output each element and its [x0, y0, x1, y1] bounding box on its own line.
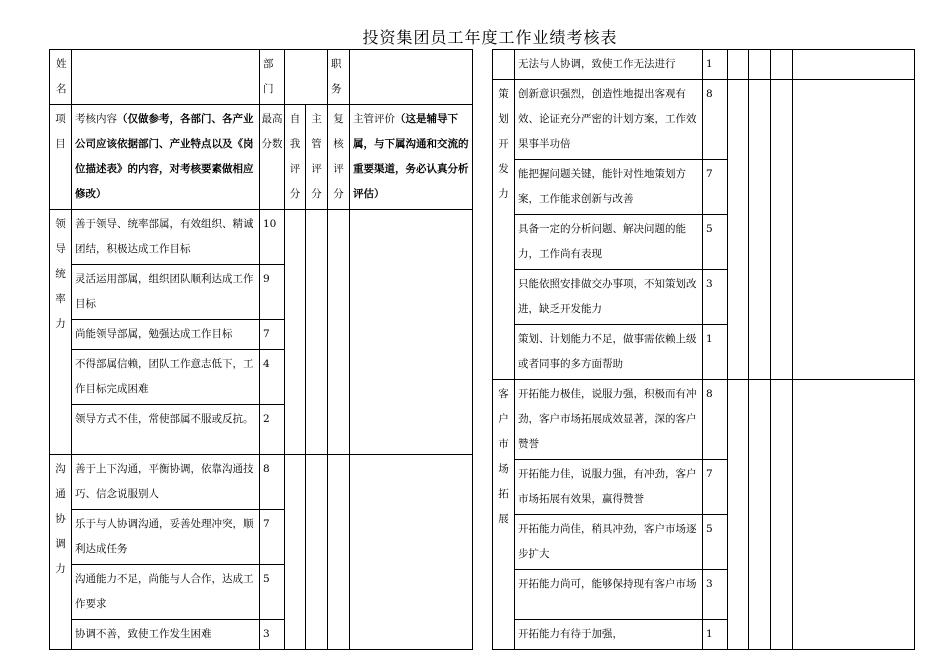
- category-label: [493, 50, 515, 80]
- max-score: 3: [703, 570, 728, 620]
- max-score: 8: [703, 80, 728, 160]
- category-label: 沟通协调力: [50, 455, 72, 650]
- dept-field[interactable]: [285, 50, 328, 105]
- col-content-prefix: 考核内容: [75, 113, 117, 125]
- max-score: 3: [260, 620, 285, 650]
- col-review-score: 复核评分: [328, 105, 350, 210]
- col-comment: [350, 105, 473, 210]
- criteria-text: 沟通能力不足，尚能与人合作，达成工作要求: [72, 565, 260, 620]
- max-score: 5: [260, 565, 285, 620]
- right-evaluation-table: [492, 49, 915, 650]
- review-score-cell[interactable]: [771, 380, 793, 650]
- manager-score-cell[interactable]: [749, 80, 771, 380]
- max-score: 1: [703, 50, 728, 80]
- manager-score-cell[interactable]: [306, 455, 328, 650]
- criteria-text: 善于上下沟通，平衡协调，依靠沟通技巧、信念说服别人: [72, 455, 260, 510]
- max-score: 7: [703, 160, 728, 215]
- review-score-cell[interactable]: [328, 210, 350, 455]
- position-field[interactable]: [350, 50, 473, 105]
- manager-score-cell[interactable]: [749, 380, 771, 650]
- employee-info-row: [50, 50, 473, 105]
- manager-score-cell[interactable]: [749, 50, 771, 80]
- criteria-text: 善于领导、统率部属，有效组织、精诚团结，积极达成工作目标: [72, 210, 260, 265]
- category-label: 客户市场拓展: [493, 380, 515, 650]
- max-score: 10: [260, 210, 285, 265]
- criteria-text: 灵活运用部属，组织团队顺利达成工作目标: [72, 265, 260, 320]
- col-max-score: 最高分数: [260, 105, 285, 210]
- dept-label: 部门: [260, 50, 285, 105]
- max-score: 8: [260, 455, 285, 510]
- criteria-text: 不得部属信赖，团队工作意志低下，工作目标完成困难: [72, 350, 260, 405]
- table-row: [493, 80, 915, 160]
- self-score-cell[interactable]: [285, 210, 306, 455]
- manager-comment-cell[interactable]: [793, 380, 915, 650]
- criteria-text: 具备一定的分析问题、解决问题的能力，工作尚有表现: [515, 215, 703, 270]
- criteria-text: 开拓能力有待于加强，: [515, 620, 703, 650]
- review-score-cell[interactable]: [328, 455, 350, 650]
- criteria-text: 领导方式不佳，常使部属不服或反抗。: [72, 405, 260, 455]
- column-header-row: [50, 105, 473, 210]
- criteria-text: 无法与人协调，致使工作无法进行: [515, 50, 703, 80]
- criteria-text: 开拓能力佳，说服力强，有冲劲，客户市场拓展有效果，赢得赞誉: [515, 460, 703, 515]
- name-field[interactable]: [72, 50, 260, 105]
- col-comment-note: （这是辅导下属，与下属沟通和交流的重要渠道，务必认真分析评估）: [353, 113, 469, 200]
- max-score: 7: [703, 460, 728, 515]
- col-comment-prefix: 主管评价: [353, 113, 395, 125]
- review-score-cell[interactable]: [771, 80, 793, 380]
- col-content-note: （仅做参考，各部门、各产业公司应该依据部门、产业特点以及《岗位描述表》的内容，对考核要素做相应修改）: [75, 113, 254, 200]
- col-content: [72, 105, 260, 210]
- left-evaluation-table: [49, 49, 473, 650]
- max-score: 1: [703, 325, 728, 380]
- max-score: 7: [260, 510, 285, 565]
- criteria-text: 协调不善，致使工作发生困难: [72, 620, 260, 650]
- position-label: 职务: [328, 50, 350, 105]
- max-score: 8: [703, 380, 728, 460]
- table-row: [493, 380, 915, 460]
- review-score-cell[interactable]: [771, 50, 793, 80]
- max-score: 7: [260, 320, 285, 350]
- max-score: 5: [703, 215, 728, 270]
- criteria-text: 开拓能力尚佳，稍具冲劲，客户市场逐步扩大: [515, 515, 703, 570]
- criteria-text: 创新意识强烈，创造性地提出客观有效、论证充分严密的计划方案，工作效果事半功倍: [515, 80, 703, 160]
- category-label: 领导统率力: [50, 210, 72, 455]
- col-item: 项目: [50, 105, 72, 210]
- table-row: [493, 50, 915, 80]
- table-row: [50, 210, 473, 265]
- max-score: 5: [703, 515, 728, 570]
- table-row: [50, 455, 473, 510]
- manager-comment-cell[interactable]: [793, 80, 915, 380]
- self-score-cell[interactable]: [728, 80, 749, 380]
- self-score-cell[interactable]: [728, 380, 749, 650]
- criteria-text: 开拓能力极佳，说服力强，积极而有冲劲，客户市场拓展成效显著，深的客户赞誉: [515, 380, 703, 460]
- category-label: 策划开发力: [493, 80, 515, 380]
- max-score: 3: [703, 270, 728, 325]
- page-title: 投资集团员工年度工作业绩考核表: [362, 28, 618, 47]
- manager-comment-cell[interactable]: [350, 455, 473, 650]
- criteria-text: 能把握问题关键，能针对性地策划方案，工作能求创新与改善: [515, 160, 703, 215]
- self-score-cell[interactable]: [285, 455, 306, 650]
- max-score: 1: [703, 620, 728, 650]
- manager-score-cell[interactable]: [306, 210, 328, 455]
- col-manager-score: 主管评分: [306, 105, 328, 210]
- max-score: 9: [260, 265, 285, 320]
- criteria-text: 只能依照安排做交办事项，不知策划改进，缺乏开发能力: [515, 270, 703, 325]
- name-label: 姓名: [50, 50, 72, 105]
- criteria-text: 乐于与人协调沟通，妥善处理冲突，顺利达成任务: [72, 510, 260, 565]
- self-score-cell[interactable]: [728, 50, 749, 80]
- col-self-score: 自我评分: [285, 105, 306, 210]
- criteria-text: 策划、计划能力不足，做事需依赖上级或者同事的多方面帮助: [515, 325, 703, 380]
- max-score: 2: [260, 405, 285, 455]
- max-score: 4: [260, 350, 285, 405]
- criteria-text: 尚能领导部属，勉强达成工作目标: [72, 320, 260, 350]
- manager-comment-cell[interactable]: [350, 210, 473, 455]
- criteria-text: 开拓能力尚可，能够保持现有客户市场: [515, 570, 703, 620]
- manager-comment-cell[interactable]: [793, 50, 915, 80]
